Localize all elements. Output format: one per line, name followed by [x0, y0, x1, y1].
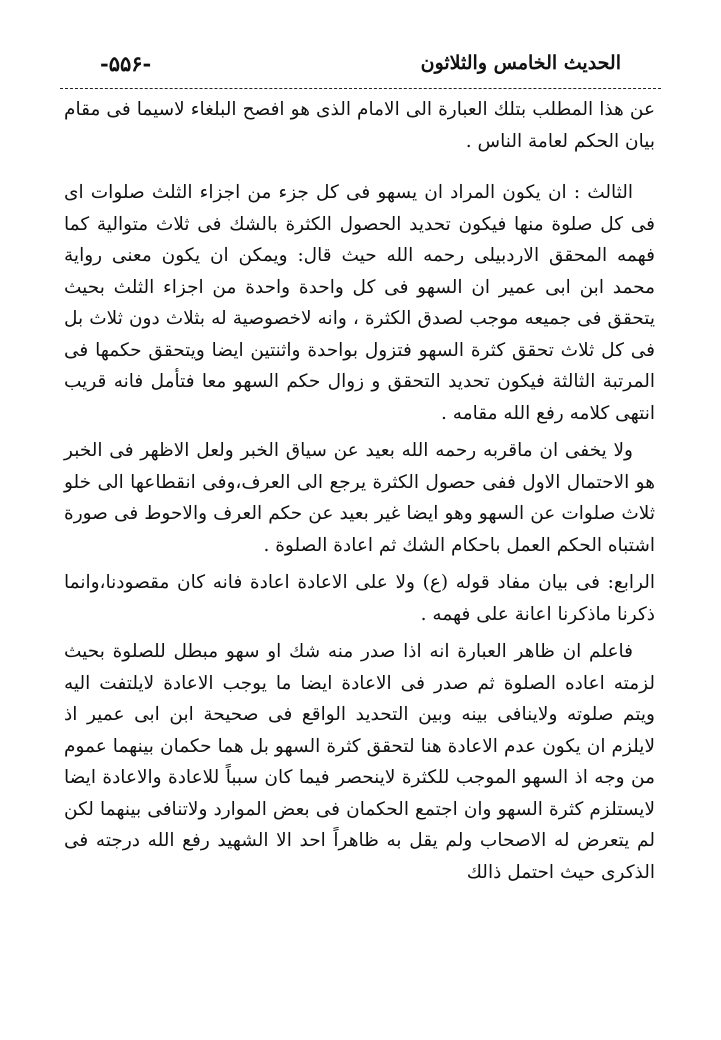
page-body [64, 94, 655, 894]
paragraph-3: ولا يخفى ان ماقربه رحمه الله بعيد عن سياق الخبر ولعل الاظهر فى الخبر هو الاحتمال الاول ففى حصول الكثرة يرجع الى العرف،وفى انقطاعها الى خلو ثلاث صلوات عن السهو وهو ايضا غير بعيد عن حكم العرف والاحوط فى صورة اشتباه الحكم العمل باحكام الشك ثم اعادة الصلوة . [64, 440, 655, 556]
paragraph-4: الرابع: فى بيان مفاد قوله (ع) ولا على الاعادة اعادة فانه كان مقصودنا،وانما ذكرنا ماذكرنا اعانة على فهمه . [64, 572, 655, 625]
page-number: -۵۵۶- [100, 50, 152, 76]
page-header [100, 48, 621, 78]
header-divider [60, 88, 661, 89]
running-title: الحديث الخامس والثلاثون [420, 52, 621, 74]
paragraph-2: الثالث : ان يكون المراد ان يسهو فى كل جزء من اجزاء الثلث صلوات اى فى كل صلوة منها فيكون تحديد الحصول الكثرة بالشك فى ثلاث متوالية كما فهمه المحقق الاردبيلى رحمه الله حيث قال: ويمكن ان يكون معنى رواية محمد ابن ابى عمير ان السهو فى كل واحدة واحدة من اجزاء الثلث بحيث يتحقق فى جميعه موجب لصدق الكثرة ، وانه لاخصوصية له بثلاث دون ثلاث بل فى كل ثلاث تحقق كثرة السهو فتزول بواحدة واثنتين ايضا ويتحقق حكمها فى المرتبة الثالثة فيكون تحديد التحقق و زوال حكم السهو معا فتأمل فانه قريب انتهى كلامه رفع الله مقامه . [64, 182, 655, 424]
paragraph-5: فاعلم ان ظاهر العبارة انه اذا صدر منه شك او سهو مبطل للصلوة بحيث لزمته اعاده الصلوة ثم صدر فى الاعادة ايضا ما يوجب الاعادة لايلتفت اليه ويتم صلوته ولاينافى بينه وبين التحديد الواقع فى صحيحة ابن ابى عمير اذ لايلزم ان يكون عدم الاعادة هنا لتحقق كثرة السهو بل هما حكمان بينهما عموم من وجه اذ السهو الموجب للكثرة لاينحصر فيما كان سبباً للاعادة والاعادة ايضا لايستلزم كثرة السهو وان اجتمع الحكمان فى بعض الموارد ولاتنافى بينهما لكن لم يتعرض له الاصحاب ولم يقل به ظاهراً احد الا الشهيد رفع الله درجته فى الذكرى حيث احتمل ذالك [64, 641, 655, 883]
paragraph-1: عن هذا المطلب بتلك العبارة الى الامام الذى هو افصح البلغاء لاسيما فى مقام بيان الحكم لعامة الناس . [64, 99, 655, 152]
